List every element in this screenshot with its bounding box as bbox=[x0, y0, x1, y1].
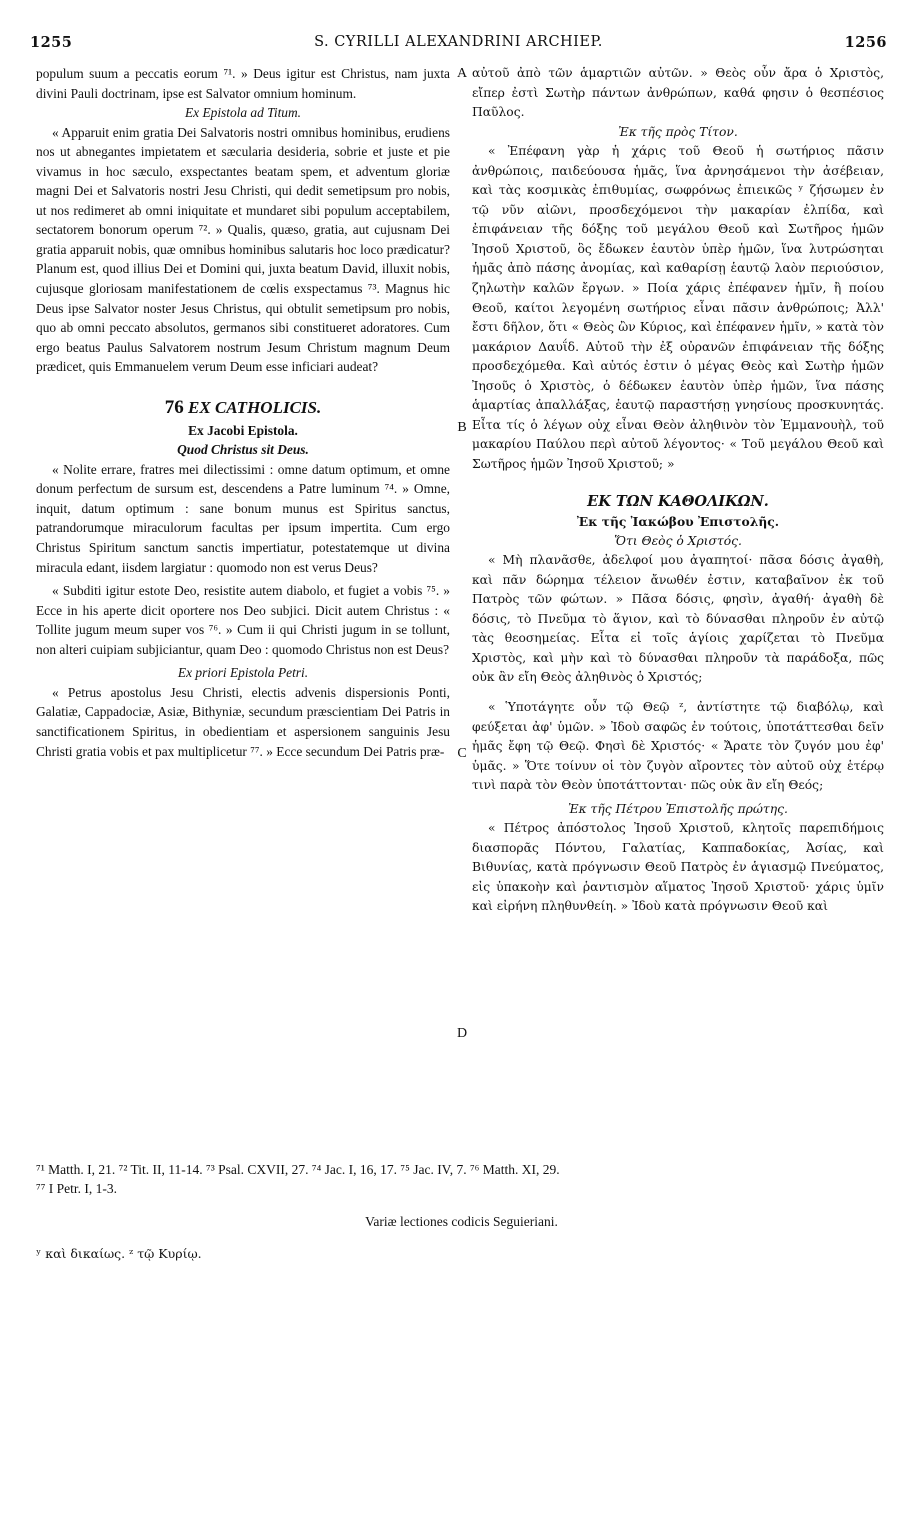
page-header bbox=[30, 34, 887, 58]
greek-paragraph: « Ἐπέφανη γὰρ ἡ χάρις τοῦ Θεοῦ ἡ σωτήριος πᾶσιν ἀνθρώποις, παιδεύουσα ἡμᾶς, ἵνα ἀρνησάμενοι τὴν ἀσέβειαν, καὶ τὰς κοσμικὰς ἐπιθυμίας, σωφρόνως ἐπιεικῶς ʸ ζήσωμεν ἐν τῷ νῦν αἰῶνι, προσδεχόμενοι τὴν μακαρίαν ἐλπίδα, καὶ ἐπιφάνειαν τῆς δόξης τοῦ μεγάλου Θεοῦ καὶ Σωτῆρος ἡμῶν Ἰησοῦ Χριστοῦ, ὃς ἔδωκεν ἑαυτὸν ὑπὲρ ἡμῶν, ἵνα λυτρώσηται ἡμᾶς ἀπὸ πάσης ἀνομίας, καὶ καθαρίσῃ ἑαυτῷ λαὸν περιούσιον, ζηλωτὴν καλῶν ἔργων. » Ποία χάρις ἐπέφανεν ἡμῖν, ἢ ποίου Θεοῦ, καίτοι λεγομένη σωτήριος εἶναι πᾶσιν ἀνθρώποις; Ἀλλ' ἔστι δῆλον, ὅτι « Θεὸς ὢν Κύριος, καὶ ἐπέφανεν ἡμῖν, » κατὰ τὸν μακάριον Δαυΐδ. Αὐτοῦ τὴν ἐξ οὐρανῶν ἐπιφάνειαν τῆς δόξης προσδεχόμεθα. Καὶ αὐτός ἐστιν ὁ μέγας Θεὸς καὶ Σωτὴρ ἡμῶν Ἰησοῦς ὁ Χριστὸς, ὁ δέδωκεν ἑαυτὸν ὑπὲρ ἡμῶν, ἵνα πάσης ἁμαρτίας ἀπαλλάξας, ἑαυτῷ παραστήσῃ γνησίους προσκυνητάς. Εἶτα τίς ὁ λέγων οὐχ εἶναι Θεὸν ἀληθινὸν τὸν Ἐμμανουὴλ, τοῦ μακαρίου Παύλου περὶ αὐτοῦ λέγοντος· « Τοῦ μεγάλου Θεοῦ καὶ Σωτῆρος ἡμῶν Ἰησοῦ Χριστοῦ; » bbox=[472, 144, 884, 471]
footnotes bbox=[36, 1160, 887, 1198]
running-title: S. CYRILLI ALEXANDRINI ARCHIEP. bbox=[314, 34, 603, 50]
variae-lectiones-title: Variæ lectiones codicis Seguieriani. bbox=[365, 1214, 558, 1229]
greek-paragraph: « Μὴ πλανᾶσθε, ἀδελφοί μου ἀγαπητοί· πᾶσα δόσις ἀγαθὴ, καὶ πᾶν δώρημα τέλειον ἄνωθέν ἐστιν, καταβαῖνον ἐκ τοῦ Πατρὸς τῶν φώτων. » Πᾶσα δόσις, φησὶν, ἀγαθή· ἀγαθὴ δὲ δόσις, τὸ Πνεῦμα τὸ ἅγιον, καὶ τὸ δύνασθαι πληροῦν ἐν αὐτῷ τὰς θεοσημείας. Εἶτα εἰ τοῖς ἁγίοις χαρίζεται τὸ Πνεῦμα Χριστὸς, καὶ μὴν καὶ τὸ δύνασθαι πληροῦν τὰ παράδοξα, πῶς οὐκ ἂν εἴη Θεὸς ἀληθινὸς ὁ Χριστός; bbox=[472, 553, 884, 685]
greek-heading-catholicis: ΕΚ ΤΩΝ ΚΑΘΟΛΙΚΩΝ. bbox=[587, 493, 769, 511]
latin-paragraph: « Apparuit enim gratia Dei Salvatoris nostri omnibus hominibus, erudiens nos ut abnegantes impietatem et sæcularia desideria, sobrie et juste et pie vivamus in hoc sæculo, exspectantes beatam spem, et adventum gloriæ magni Dei et Salvatoris nostri Jesu Christi, qui dedit semetipsum pro nobis, ut nos redimeret ab omni iniquitate et mundaret sibi populum acceptabilem, sectatorem bonorum operum ⁷². » Qualis, quæso, gratia, aut cujusnam Dei gratia apparuit nobis, quæ omnibus hominibus salutaris hoc loco prædicatur? Planum est, quod illius Dei et Domini qui, juxta beatum David, illuxit nobis, cujusque gloriosam manifestationem de cœlis exspectamus ⁷³. Magnus hic Deus ipse Salvator noster Jesus Christus, qui obtulit semetipsum pro nobis, quo ab omni peccato absolutos, germanos sibi constitueret adoratores. Cum ergo beatus Paulus Salvatorem nostrum Jesum Christum magnum Deum prædicet, quis Emmanuelem verum Deum esse inficiari audeat? bbox=[36, 124, 450, 375]
greek-paragraph: αὐτοῦ ἀπὸ τῶν ἁμαρτιῶν αὐτῶν. » Θεὸς οὖν ἄρα ὁ Χριστὸς, εἴπερ ἐστὶ Σωτὴρ πάντων ἀνθρώπων, καθά φησιν ὁ θεσπέσιος Παῦλος. bbox=[472, 66, 884, 120]
latin-paragraph: « Subditi igitur estote Deo, resistite autem diabolo, et fugiet a vobis ⁷⁵. » Ecce in his aperte dicit oportere nos Deo subjici. Dicit autem Christus : « Tollite jugum meum super vos ⁷⁶. » Cum ii qui Christi jugum in se tollunt, non alteri cuipiam subjiciantur, quam Deo : quomodo Christus non est Deus? bbox=[36, 583, 450, 657]
section-number: 76 bbox=[164, 396, 184, 418]
margin-marker-a: A bbox=[456, 66, 468, 81]
latin-column bbox=[36, 64, 450, 761]
greek-heading-jacobi: Ἐκ τῆς Ἰακώβου Ἐπιστολῆς. bbox=[576, 514, 780, 530]
margin-marker-b: B bbox=[457, 420, 467, 435]
variae-lectiones-notes: ʸ καὶ δικαίως. ᶻ τῷ Κυρίῳ. bbox=[36, 1246, 202, 1261]
latin-heading-quod: Quod Christus sit Deus. bbox=[177, 442, 309, 458]
greek-heading-quod: Ὅτι Θεὸς ὁ Χριστός. bbox=[614, 533, 742, 548]
greek-paragraph: « Πέτρος ἀπόστολος Ἰησοῦ Χριστοῦ, κλητοῖς παρεπιδήμοις διασπορᾶς Πόντου, Γαλατίας, Καππαδοκίας, Ἀσίας, καὶ Βιθυνίας, κατὰ πρόγνωσιν Θεοῦ Πατρὸς ἐν ἁγιασμῷ Πνεύματος, εἰς ὑπακοὴν καὶ ῥαντισμὸν αἵματος Ἰησοῦ Χριστοῦ· χάρις ὑμῖν καὶ εἰρήνη πληθυνθείη. » Ἰδοὺ κατὰ πρόγνωσιν Θεοῦ καὶ bbox=[472, 821, 884, 914]
latin-heading-jacobi: Ex Jacobi Epistola. bbox=[188, 422, 298, 438]
greek-heading-titum: Ἐκ τῆς πρὸς Τίτον. bbox=[618, 124, 738, 139]
latin-heading-catholicis: EX CATHOLICIS. bbox=[188, 397, 322, 417]
latin-paragraph: « Nolite errare, fratres mei dilectissimi : omne datum optimum, et omne donum perfectum de sursum est, descendens a Patre luminum ⁷⁴. » Omne, inquit, datum optimum : sane bonum munus est Spiritus sanctus, patrandorumque miraculorum facultas per ipsum impertita. Cum ergo Christus Spiritum sanctum sanctis impertiatur, potestatemque ut divina miracula edant, iisdem largiatur : quomodo non est verus Deus? bbox=[36, 461, 450, 575]
latin-paragraph: « Petrus apostolus Jesu Christi, electis advenis dispersionis Ponti, Galatiæ, Cappadociæ, Asiæ, Bithyniæ, secundum præscientiam Dei Patris in sanctificationem Spiritus, in obedientiam et aspersionem sanguinis Jesu Christi gratia vobis et pax multiplicetur ⁷⁷. » Ecce secundum Dei Patris præ- bbox=[36, 684, 450, 759]
page-number-right: 1256 bbox=[844, 34, 887, 51]
latin-heading-petri: Ex priori Epistola Petri. bbox=[177, 665, 309, 681]
greek-heading-petri: Ἐκ τῆς Πέτρου Ἐπιστολῆς πρώτης. bbox=[568, 801, 788, 816]
latin-heading-titum: Ex Epistola ad Titum. bbox=[184, 105, 302, 121]
footnote-line: ⁷¹ Matth. I, 21. ⁷² Tit. II, 11-14. ⁷³ Psal. CXVII, 27. ⁷⁴ Jac. I, 16, 17. ⁷⁵ Jac. IV, 7. ⁷⁶ Matth. XI, 29. bbox=[36, 1162, 560, 1177]
greek-column bbox=[472, 64, 884, 917]
page-number-left: 1255 bbox=[30, 34, 73, 51]
latin-section-heading bbox=[36, 397, 450, 419]
margin-marker-c: C bbox=[457, 746, 467, 761]
margin-marker-d: D bbox=[456, 1026, 468, 1041]
greek-paragraph: « Ὑποτάγητε οὖν τῷ Θεῷ ᶻ, ἀντίστητε τῷ διαβόλῳ, καὶ φεύξεται ἀφ' ὑμῶν. » Ἰδοὺ σαφῶς ἐν τούτοις, ὑποτάττεσθαι δεῖν ἡμᾶς ἔφη τῷ Θεῷ. Φησὶ δὲ Χριστός· « Ἄρατε τὸν ζυγόν μου ἐφ' ὑμᾶς. » Ὅτε τοίνυν οἱ τὸν ζυγὸν αἴροντες τὸν αὐτοῦ οὐχ ἑτέρῳ τινὶ παρὰ τὸν Θεὸν ὑποτάττονται· πῶς οὐκ ἂν εἴη Θεός; bbox=[472, 699, 884, 793]
footnote-line: ⁷⁷ I Petr. I, 1-3. bbox=[36, 1181, 118, 1196]
latin-paragraph: populum suum a peccatis eorum ⁷¹. » Deus igitur est Christus, nam juxta divini Pauli doctrinam, ipse est Salvator omnium hominum. bbox=[36, 66, 450, 101]
